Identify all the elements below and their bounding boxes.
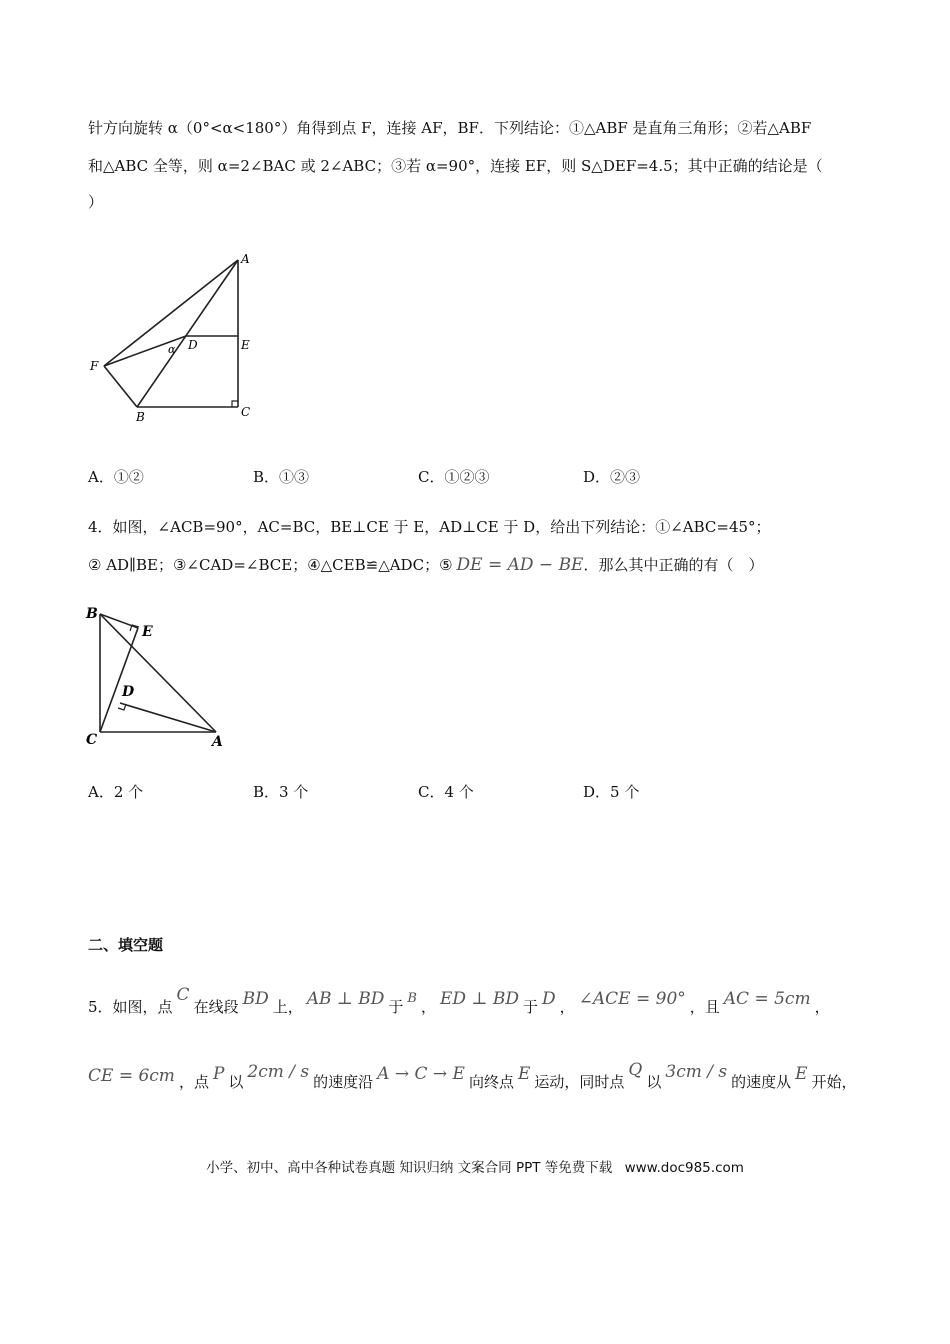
q4-formula: DE = AD − BE xyxy=(456,555,584,575)
line-bf xyxy=(104,366,137,407)
line-ce xyxy=(100,628,138,732)
q5-text: 于 xyxy=(522,998,538,1016)
q5-line1 xyxy=(88,985,830,1019)
q5-text: 运动，同时点 xyxy=(534,1073,625,1091)
label-c: C xyxy=(241,405,251,419)
q5-text: 向终点 xyxy=(468,1073,514,1091)
label-a: A xyxy=(241,252,250,266)
q5-text: 以 xyxy=(646,1073,662,1091)
q5-math: AC = 5cm xyxy=(723,989,811,1009)
label-b: B xyxy=(136,410,145,424)
q3-option-a[interactable]: A．①② xyxy=(88,468,144,486)
label-a: A xyxy=(212,734,223,750)
footer-link[interactable]: www.doc985.com xyxy=(624,1160,744,1176)
q5-text: 的速度沿 xyxy=(313,1073,374,1091)
q5-text: 以 xyxy=(228,1073,244,1091)
q5-text: 于 xyxy=(388,998,404,1016)
label-c: C xyxy=(86,732,98,748)
q3-text-line1: 针方向旋转 α（0°<α<180°）角得到点 F，连接 AF，BF．下列结论：①△ABF 是直角三角形；②若△ABF xyxy=(88,119,812,137)
q5-math: AB ⊥ BD xyxy=(306,989,385,1009)
q4-option-c[interactable]: C．4 个 xyxy=(418,783,474,801)
footer-text: 小学、初中、高中各种试卷真题 知识归纳 文案合同 PPT 等免费下载 xyxy=(206,1160,613,1176)
q5-text: ， xyxy=(559,998,575,1016)
q5-math: 2cm / s xyxy=(247,1062,310,1082)
line-ab xyxy=(137,260,238,407)
q3-option-b[interactable]: B．①③ xyxy=(253,468,310,486)
q3-option-d[interactable]: D．②③ xyxy=(583,468,641,486)
q3-option-c[interactable]: C．①②③ xyxy=(418,468,490,486)
section-title: 二、填空题 xyxy=(88,936,164,954)
q5-text: 的速度从 xyxy=(731,1073,792,1091)
q5-text: 上， xyxy=(272,998,303,1016)
q5-math: Q xyxy=(628,1060,643,1080)
label-f: F xyxy=(90,359,99,373)
label-e: E xyxy=(142,624,153,640)
q3-text-line3: ） xyxy=(88,193,104,211)
q5-text: ，且 xyxy=(689,998,720,1016)
q5-math: P xyxy=(212,1064,225,1084)
q5-math: ED ⊥ BD xyxy=(440,989,519,1009)
label-alpha: α xyxy=(168,343,176,356)
q4-option-a[interactable]: A．2 个 xyxy=(88,783,144,801)
q4-figure xyxy=(82,600,242,750)
page-footer xyxy=(0,1156,950,1176)
q5-text: 5．如图，点 xyxy=(88,998,173,1016)
q5-math: B xyxy=(407,991,417,1006)
label-b: B xyxy=(86,606,98,622)
q5-text: ， xyxy=(420,998,436,1016)
q4-text-line2-a: ② AD∥BE；③∠CAD=∠BCE；④△CEB≌△ADC；⑤ xyxy=(88,556,453,574)
q4-text-line2-b: ．那么其中正确的有（ ） xyxy=(583,556,764,574)
q3-text-line2: 和△ABC 全等，则 α=2∠BAC 或 2∠ABC；③若 α=90°，连接 EF，则 S△DEF=4.5；其中正确的结论是（ xyxy=(88,157,823,175)
q5-text: 在线段 xyxy=(193,998,239,1016)
q5-math: D xyxy=(541,989,556,1009)
label-d: D xyxy=(188,338,198,352)
q4-text-line1: 4．如图，∠ACB=90°，AC=BC，BE⊥CE 于 E，AD⊥CE 于 D，给出下列结论：①∠ABC=45°； xyxy=(88,518,771,536)
q4-option-d[interactable]: D．5 个 xyxy=(583,783,640,801)
q5-math: E xyxy=(517,1064,531,1084)
q5-math: C xyxy=(176,985,190,1005)
q5-line2 xyxy=(88,1060,857,1092)
q5-text: ， xyxy=(814,998,830,1016)
right-angle-mark-c xyxy=(232,401,238,407)
q5-math: BD xyxy=(242,989,269,1009)
label-d: D xyxy=(122,684,135,700)
q5-text: ，点 xyxy=(178,1073,209,1091)
q5-math: CE = 6cm xyxy=(88,1066,175,1086)
q5-math: ∠ACE = 90° xyxy=(578,989,686,1009)
q5-math: 3cm / s xyxy=(665,1062,728,1082)
q5-math: A → C → E xyxy=(377,1064,465,1084)
q4-option-b[interactable]: B．3 个 xyxy=(253,783,309,801)
q3-figure xyxy=(80,245,280,430)
q5-math: E xyxy=(795,1064,808,1084)
label-e: E xyxy=(241,338,250,352)
q5-text: 开始， xyxy=(811,1073,857,1091)
q4-text-line2 xyxy=(88,555,763,575)
